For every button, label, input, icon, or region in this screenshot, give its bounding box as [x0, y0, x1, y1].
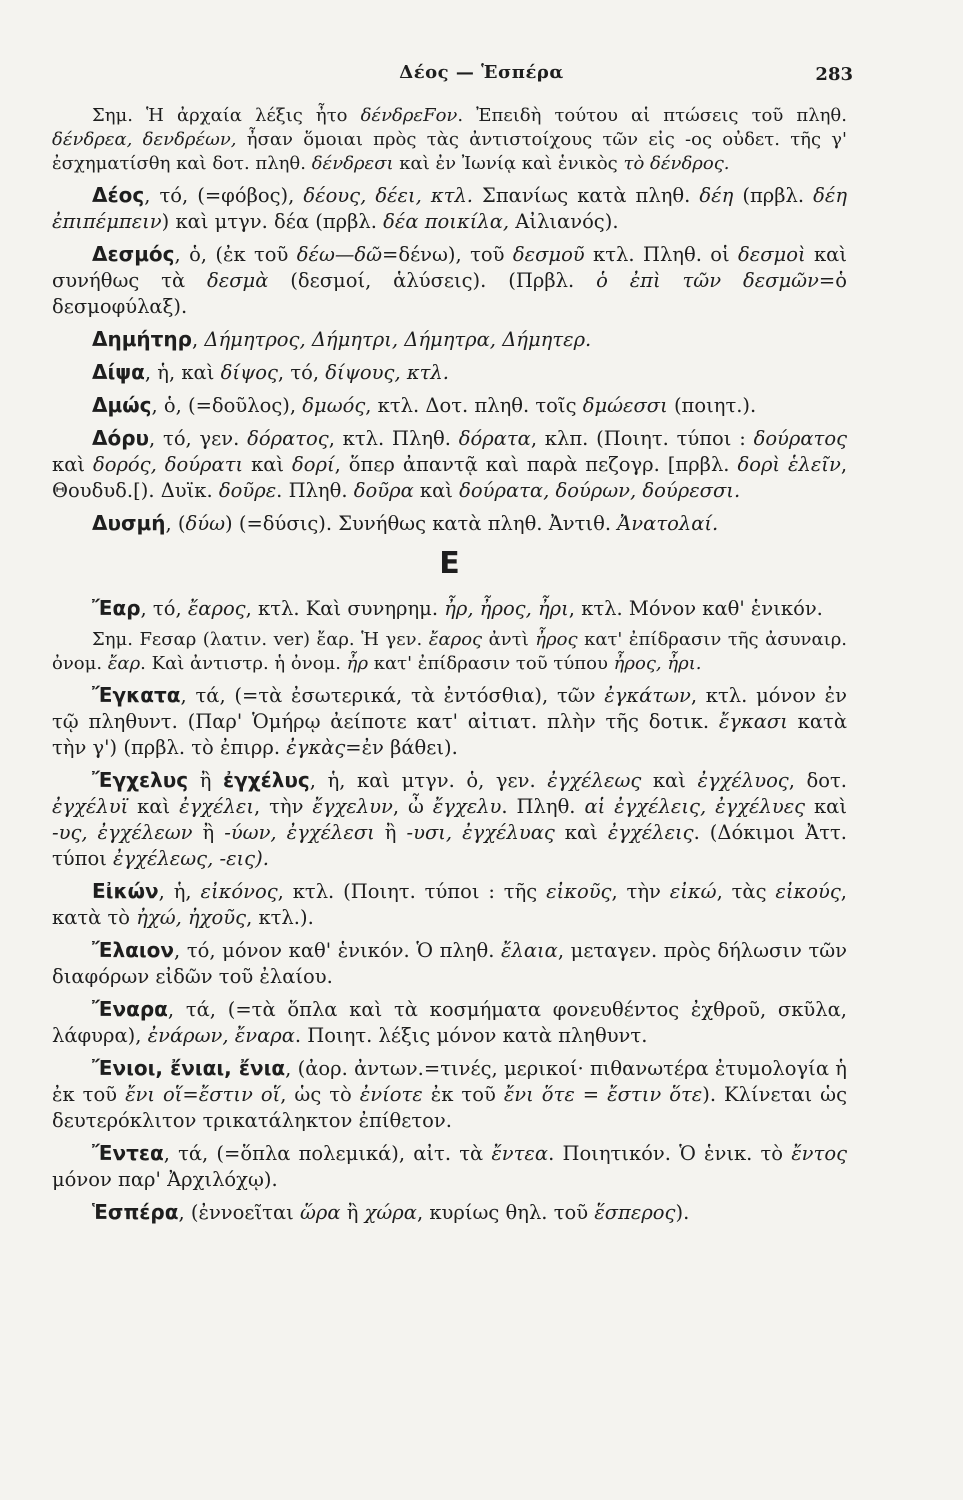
- italic-form: δύω: [185, 512, 226, 535]
- italic-form: δένδρεα, δενδρέων,: [52, 129, 237, 150]
- italic-form: δεσμοὶ: [738, 243, 806, 266]
- entry-text: , κτλ. Καὶ συνηρημ.: [245, 597, 445, 620]
- italic-form: δέα ποικίλα,: [383, 210, 510, 233]
- italic-form: -ύων, ἐγχέλεσι: [224, 821, 375, 844]
- entry-text: , κλπ. (Ποιητ. τύποι :: [530, 427, 754, 450]
- italic-form: χώρα: [364, 1201, 417, 1224]
- entry-text: , κτλ. Μόνον καθ' ἑνικόν.: [568, 597, 823, 620]
- entry-text: , κτλ. Πληθ.: [328, 427, 459, 450]
- entry-text: . Καὶ ἀντιστρ. ἡ ὀνομ.: [140, 653, 347, 674]
- dictionary-entry: [52, 1199, 847, 1226]
- entry-text: Σπανίως κατὰ πληθ.: [473, 184, 700, 207]
- entry-text: καὶ: [641, 769, 698, 792]
- entry-text: . Πληθ.: [501, 795, 585, 818]
- entry-headword: Ἔναρα: [92, 997, 168, 1021]
- dictionary-entry: [52, 767, 847, 872]
- italic-form: ἐγχέλεις: [607, 821, 694, 844]
- italic-form: δορὶ ἑλεῖν: [737, 453, 841, 476]
- italic-form: ἐγχέλεως, -εις).: [113, 847, 269, 870]
- entry-text: ) (=δύσις). Συνήθως κατὰ πληθ. Ἀντιθ.: [225, 512, 618, 535]
- entries-before-section: [52, 104, 847, 537]
- entry-headword: Ἑσπέρα: [92, 1200, 179, 1224]
- italic-form: δούρατος: [753, 427, 847, 450]
- italic-form: ἠχώ, ἠχοῦς: [136, 906, 247, 929]
- dictionary-entry: [52, 682, 847, 761]
- entry-text: =ὁ δεσμοφύλαξ).: [52, 269, 847, 318]
- italic-form: ἔντος: [791, 1142, 847, 1165]
- italic-form: -υσι, ἐγχέλυας: [406, 821, 555, 844]
- dictionary-entry: [52, 996, 847, 1049]
- entry-text: , τό,: [140, 597, 188, 620]
- entry-text: . Ποιητικόν. Ὁ ἑνικ. τὸ: [548, 1142, 792, 1165]
- italic-form: ἐγχέλεως: [547, 769, 642, 792]
- entry-headword: Δεσμός: [92, 242, 175, 266]
- dictionary-entry: [52, 326, 847, 353]
- running-head: [0, 62, 963, 92]
- entry-text: ἢ: [192, 821, 225, 844]
- entry-text: , Θουδυδ.[). Δυϊκ.: [52, 453, 848, 502]
- italic-form: -υς, ἐγχέλεων: [52, 821, 193, 844]
- italic-form: ἐγκὰς: [286, 736, 346, 759]
- entry-text: , τὴν: [611, 880, 670, 903]
- dictionary-entry: [52, 392, 847, 419]
- italic-form: δένδρεσι: [311, 153, 394, 174]
- entry-headword: ἐγχέλυς: [222, 768, 310, 792]
- entry-text: κατ' ἐπίδρασιν τῆς ἀσυναιρ. ὀνομ.: [52, 629, 847, 674]
- entry-text: ἢ: [188, 769, 223, 792]
- entry-text: καὶ: [554, 821, 608, 844]
- entry-text: καὶ ἐν Ἰωνίᾳ καὶ ἑνικὸς: [393, 153, 624, 174]
- entry-text: ).: [675, 1201, 690, 1224]
- dictionary-entry: [52, 241, 847, 320]
- entry-text: ) καὶ μτγν. δέα (πρβλ.: [161, 210, 384, 233]
- italic-form: ἔνι οἵ=ἔστιν οἵ: [125, 1083, 281, 1106]
- entry-text: , (ἐννοεῖται: [178, 1201, 300, 1224]
- entry-text: , ὁ, (=δοῦλος),: [151, 394, 303, 417]
- italic-form: δεσμὰ: [207, 269, 269, 292]
- italic-form: εἰκώ: [669, 880, 717, 903]
- entry-text: ἦσαν ὅμοιαι πρὸς τὰς ἀντιστοίχους τῶν εἰς -ος οὐδετ. τῆς γ' ἐσχηματίσθη καὶ δοτ. πληθ.: [52, 129, 847, 174]
- italic-form: δοῦρα: [353, 479, 414, 502]
- italic-form: δεσμοῦ: [512, 243, 585, 266]
- entry-text: =δένω), τοῦ: [382, 243, 513, 266]
- entry-text: , ὡς τὸ: [280, 1083, 360, 1106]
- dictionary-entry: [52, 595, 847, 622]
- italic-form: δέω—δῶ: [296, 243, 382, 266]
- entry-text: (πρβλ.: [733, 184, 814, 207]
- italic-form: δμώεσσι: [582, 394, 668, 417]
- entry-text: , τά, (=ὅπλα πολεμικά), αἰτ. τὰ: [163, 1142, 492, 1165]
- entry-text: , (: [165, 512, 186, 535]
- entry-text: , δοτ.: [788, 769, 847, 792]
- entry-text: μόνον παρ' Ἀρχιλόχῳ).: [52, 1168, 278, 1191]
- italic-form: ἦρος, ἦρι.: [613, 653, 702, 674]
- entry-headword: Δίψα: [92, 360, 145, 384]
- italic-form: ἔαρος: [428, 629, 483, 650]
- entry-headword: Εἰκών: [92, 879, 159, 903]
- entry-text: (δεσμοί, ἁλύσεις). (Πρβλ.: [268, 269, 597, 292]
- italic-form: δοῦρε: [218, 479, 277, 502]
- entry-headword: Ἔγχελυς: [92, 768, 189, 792]
- entry-text: καὶ: [52, 453, 93, 476]
- entry-headword: Δημήτηρ: [92, 327, 192, 351]
- entry-headword: Δέος: [92, 183, 145, 207]
- italic-form: δέη: [699, 184, 734, 207]
- entries-after-section: [52, 595, 847, 1226]
- entry-text: , μεταγεν. πρὸς δήλωσιν τῶν διαφόρων εἰδῶν τοῦ ἐλαίου.: [52, 939, 847, 988]
- dictionary-entry: [52, 359, 847, 386]
- italic-form: ἐγχέλει: [179, 795, 254, 818]
- italic-form: ἔγκασι: [718, 710, 788, 733]
- italic-form: δούρατα, δούρων, δούρεσσι.: [459, 479, 741, 502]
- entry-text: καὶ: [805, 795, 847, 818]
- entry-text: Σημ. Ἡ ἀρχαία λέξις ἦτο: [92, 105, 361, 126]
- entry-text: ἢ: [374, 821, 407, 844]
- italic-form: δένδρεFον: [360, 105, 458, 126]
- page-number: 283: [815, 64, 853, 85]
- entry-text: , τά, (=τὰ ὅπλα καὶ τὰ κοσμήματα φονευθέντος ἐχθροῦ, σκῦλα, λάφυρα),: [52, 998, 847, 1047]
- italic-form: ἔντεα: [491, 1142, 549, 1165]
- italic-form: ἔγχελυ: [432, 795, 502, 818]
- italic-form: ἦρος: [535, 629, 578, 650]
- italic-form: Δήμητρος, Δήμητρι, Δήμητρα, Δήμητερ.: [204, 328, 592, 351]
- entry-headword: Ἔνιοι, ἔνιαι, ἔνια: [92, 1056, 286, 1080]
- entry-text: . (Δόκιμοι Ἀττ. τύποι: [52, 821, 847, 870]
- italic-form: ἔνι ὅτε = ἔστιν ὅτε: [503, 1083, 703, 1106]
- dictionary-entry: [52, 1140, 847, 1193]
- italic-form: εἰκοῦς: [546, 880, 612, 903]
- entry-text: ). Κλίνεται ὡς δευτερόκλιτον τρικατάληκτον ἐπίθετον.: [52, 1083, 847, 1132]
- dictionary-note: [52, 104, 847, 176]
- dictionary-entry: [52, 878, 847, 931]
- entry-text: καὶ συνήθως τὰ: [52, 243, 847, 292]
- entry-text: , τό,: [277, 361, 326, 384]
- entry-text: ἀντὶ: [482, 629, 536, 650]
- italic-form: ἦρ: [346, 653, 369, 674]
- entry-headword: Δυσμή: [92, 511, 166, 535]
- entry-text: κτλ. Πληθ. οἱ: [584, 243, 739, 266]
- running-title: Δέος — Ἑσπέρα: [399, 62, 564, 83]
- section-letter-heading: Ε: [439, 546, 460, 581]
- entry-text: , κτλ. Δοτ. πληθ. τοῖς: [365, 394, 583, 417]
- italic-form: Ἀνατολαί.: [617, 512, 719, 535]
- italic-form: δίψος: [220, 361, 278, 384]
- dictionary-entry: [52, 937, 847, 990]
- entry-text: , ἡ,: [158, 880, 201, 903]
- italic-form: ἐνάρων, ἔναρα: [147, 1024, 295, 1047]
- italic-form: ἐνίοτε: [359, 1083, 423, 1106]
- entry-text: , τό, γεν.: [149, 427, 248, 450]
- entry-text: ,: [192, 328, 205, 351]
- entry-text: (ποιητ.).: [667, 394, 757, 417]
- entry-text: . Ἐπειδὴ τούτου αἱ πτώσεις τοῦ πληθ.: [457, 105, 847, 126]
- entry-text: =ἐν βάθει).: [345, 736, 458, 759]
- italic-form: δμωός: [302, 394, 366, 417]
- dictionary-entry: [52, 510, 847, 537]
- italic-form: ἕσπερος: [594, 1201, 676, 1224]
- entry-text: , κατὰ τὸ: [52, 880, 847, 929]
- italic-form: δέους, δέει, κτλ.: [303, 184, 474, 207]
- entry-text: , κυρίως θηλ. τοῦ: [416, 1201, 595, 1224]
- entry-text: , ὅπερ ἀπαντᾷ καὶ παρὰ πεζογρ. [πρβλ.: [334, 453, 738, 476]
- entry-text: ἐκ τοῦ: [422, 1083, 504, 1106]
- entry-text: καὶ: [128, 795, 180, 818]
- italic-form: ὁ ἐπὶ τῶν δεσμῶν: [596, 269, 819, 292]
- entry-text: , τά, (=τὰ ἐσωτερικά, τὰ ἐντόσθια), τῶν: [180, 684, 605, 707]
- italic-form: ἔαρ: [107, 653, 141, 674]
- entry-text: , κτλ. μόνον ἐν τῷ πληθυντ. (Παρ' Ὁμήρῳ ἀείποτε κατ' αἰτιατ. πλὴν τῆς δοτικ.: [52, 684, 847, 733]
- dictionary-entry: [52, 182, 847, 235]
- page-content: [52, 104, 847, 1232]
- entry-text: , τὰς: [716, 880, 776, 903]
- entry-text: κατὰ τὴν γ') (πρβλ. τὸ ἐπιρρ.: [52, 710, 847, 759]
- entry-text: καὶ: [243, 453, 293, 476]
- entry-text: , ἡ, καὶ: [144, 361, 221, 384]
- italic-form: ἦρ, ἦρος, ἦρι: [444, 597, 569, 620]
- entry-text: , κτλ. (Ποιητ. τύποι : τῆς: [277, 880, 547, 903]
- italic-form: ἐγχέλυος: [697, 769, 789, 792]
- italic-form: δορός, δούρατι: [92, 453, 244, 476]
- italic-form: ἐγκάτων: [604, 684, 691, 707]
- italic-form: εἰκούς: [775, 880, 841, 903]
- italic-form: δόρατος: [247, 427, 329, 450]
- entry-headword: Δμώς: [92, 393, 152, 417]
- italic-form: ὥρα: [299, 1201, 341, 1224]
- dictionary-entry: [52, 425, 847, 504]
- entry-text: , (ἀορ. ἀντων.=τινές, μερικοί· πιθανωτέρα ἐτυμολογία ἡ ἐκ τοῦ: [52, 1057, 847, 1106]
- entry-text: , τὴν: [253, 795, 313, 818]
- italic-form: ἔαρος: [187, 597, 246, 620]
- italic-form: δέη ἐπιπέμπειν: [52, 184, 847, 233]
- dictionary-note: [52, 628, 847, 676]
- entry-text: , ὦ: [392, 795, 433, 818]
- entry-text: Αἰλιανός).: [509, 210, 619, 233]
- italic-form: αἱ ἐγχέλεις, ἐγχέλυες: [584, 795, 806, 818]
- entry-headword: Δόρυ: [92, 426, 150, 450]
- italic-form: ἔγχελυν: [312, 795, 393, 818]
- entry-text: . Πληθ.: [276, 479, 354, 502]
- italic-form: δορί: [292, 453, 335, 476]
- entry-text: , κτλ.).: [246, 906, 314, 929]
- entry-text: ἢ: [340, 1201, 365, 1224]
- italic-form: εἰκόνος: [200, 880, 278, 903]
- italic-form: ἔλαια: [501, 939, 558, 962]
- italic-form: ἐγχέλυϊ: [52, 795, 129, 818]
- dictionary-entry: [52, 1055, 847, 1134]
- entry-text: , τό, (=φόβος),: [144, 184, 304, 207]
- italic-form: τὸ δένδρος.: [623, 153, 730, 174]
- entry-text: , τό, μόνον καθ' ἑνικόν. Ὁ πληθ.: [174, 939, 502, 962]
- entry-headword: Ἔαρ: [92, 596, 141, 620]
- entry-text: καὶ: [413, 479, 460, 502]
- entry-headword: Ἔγκατα: [92, 683, 181, 707]
- entry-headword: Ἔλαιον: [92, 938, 175, 962]
- italic-form: δόρατα: [458, 427, 531, 450]
- entry-text: . Ποιητ. λέξις μόνον κατὰ πληθυντ.: [294, 1024, 648, 1047]
- entry-text: , ὁ, (ἐκ τοῦ: [174, 243, 297, 266]
- entry-text: Σημ. Fεσαρ (λατιν. ver) ἔαρ. Ἡ γεν.: [92, 629, 429, 650]
- entry-text: , ἡ, καὶ μτγν. ὁ, γεν.: [309, 769, 548, 792]
- italic-form: δίψους, κτλ.: [325, 361, 449, 384]
- entry-text: κατ' ἐπίδρασιν τοῦ τύπου: [368, 653, 614, 674]
- entry-headword: Ἔντεα: [92, 1141, 164, 1165]
